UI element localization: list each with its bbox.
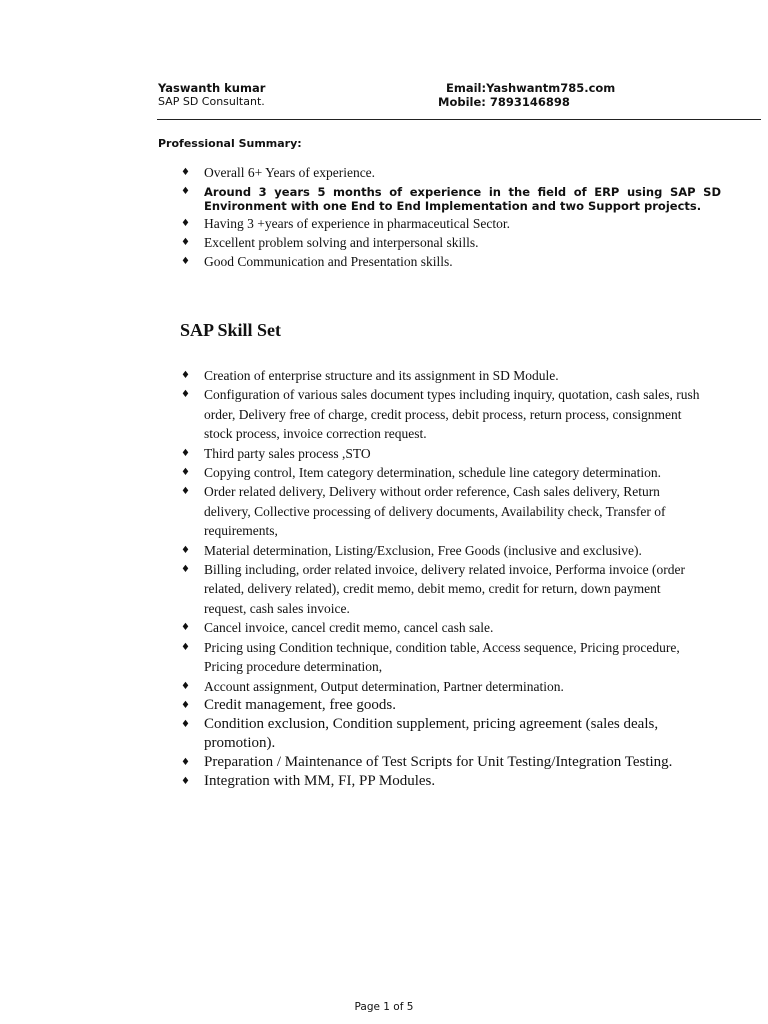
- diamond-bullet-icon: ♦: [181, 467, 190, 479]
- skills-heading: SAP Skill Set: [180, 320, 282, 340]
- diamond-bullet-icon: ♦: [181, 389, 190, 401]
- mobile-line: Mobile: 7893146898: [438, 95, 570, 109]
- diamond-bullet-icon: ♦: [181, 167, 190, 178]
- skill-item: [181, 366, 701, 385]
- candidate-role: SAP SD Consultant.: [158, 95, 265, 108]
- diamond-bullet-icon: ♦: [181, 699, 190, 711]
- skill-item: [181, 444, 701, 463]
- summary-list: [181, 163, 721, 271]
- diamond-bullet-icon: ♦: [181, 718, 190, 730]
- diamond-bullet-icon: ♦: [181, 641, 190, 653]
- summary-item-text: Overall 6+ Years of experience.: [204, 165, 376, 180]
- summary-item: [181, 185, 721, 213]
- skills-list: [181, 366, 701, 791]
- summary-heading: Professional Summary:: [158, 137, 302, 150]
- skill-item-text: Condition exclusion, Condition supplement, pricing agreement (sales deals, promotion).: [204, 715, 659, 751]
- skill-item: [181, 560, 701, 618]
- skill-item-text: Cancel invoice, cancel credit memo, cancel cash sale.: [204, 620, 494, 636]
- skill-item-text: Integration with MM, FI, PP Modules.: [204, 772, 436, 789]
- summary-item-text: Good Communication and Presentation skills.: [204, 254, 453, 269]
- candidate-name: Yaswanth kumar: [158, 81, 266, 95]
- page-number: Page 1 of 5: [354, 1001, 414, 1013]
- summary-item-text: Around 3 years 5 months of experience in the field of ERP using SAP SD Environment with one End to End Implementation and two Support projects.: [204, 185, 721, 213]
- skill-item: [181, 696, 701, 715]
- diamond-bullet-icon: ♦: [181, 775, 190, 787]
- summary-item: [181, 233, 721, 252]
- skill-item-text: Billing including, order related invoice, delivery related invoice, Performa invoice (order related, delivery related), credit memo, debit memo, credit for return, down payment request, cash sales invoice.: [204, 562, 685, 616]
- skill-item-text: Material determination, Listing/Exclusion, Free Goods (inclusive and exclusive).: [204, 542, 642, 558]
- email-line: Email:Yashwantm785.com: [446, 81, 616, 95]
- diamond-bullet-icon: ♦: [181, 756, 190, 768]
- skill-item: [181, 385, 701, 443]
- skill-item-text: Creation of enterprise structure and its assignment in SD Module.: [204, 368, 559, 383]
- skill-item-text: Copying control, Item category determination, schedule line category determination.: [204, 465, 661, 481]
- summary-item: [181, 252, 721, 271]
- skill-item-text: Order related delivery, Delivery without order reference, Cash sales delivery, Return delivery, Collective processing of delivery documents, Availability check, Transfer of requirements,: [204, 484, 666, 539]
- skill-item-text: Configuration of various sales document types including inquiry, quotation, cash sales, rush order, Delivery free of charge, credit process, debit process, return process, consignment stock process, invoice correction request.: [204, 387, 700, 442]
- diamond-bullet-icon: ♦: [181, 486, 190, 498]
- diamond-bullet-icon: ♦: [181, 256, 190, 267]
- skill-item-text: Credit management, free goods.: [204, 696, 397, 713]
- diamond-bullet-icon: ♦: [181, 237, 190, 248]
- summary-item: [181, 163, 721, 182]
- summary-item: [181, 214, 721, 233]
- skill-item-text: Pricing using Condition technique, condition table, Access sequence, Pricing procedure, Pricing procedure determination,: [204, 639, 680, 675]
- skill-item-text: Account assignment, Output determination, Partner determination.: [204, 678, 564, 694]
- skill-item: [181, 753, 701, 772]
- skill-item: [181, 677, 701, 696]
- skill-item-text: Third party sales process ,STO: [204, 445, 371, 461]
- skill-item: [181, 715, 701, 753]
- diamond-bullet-icon: ♦: [181, 218, 190, 229]
- summary-item-text: Excellent problem solving and interpersonal skills.: [204, 235, 479, 250]
- skill-item: [181, 772, 701, 791]
- diamond-bullet-icon: ♦: [181, 564, 190, 576]
- diamond-bullet-icon: ♦: [181, 680, 190, 692]
- skill-item: [181, 638, 701, 677]
- header-divider: [157, 119, 761, 120]
- skill-item: [181, 541, 701, 560]
- diamond-bullet-icon: ♦: [181, 622, 190, 634]
- skill-item: [181, 618, 701, 637]
- diamond-bullet-icon: ♦: [181, 544, 190, 556]
- diamond-bullet-icon: ♦: [181, 447, 190, 459]
- summary-item-text: Having 3 +years of experience in pharmaceutical Sector.: [204, 216, 510, 231]
- skill-item: [181, 463, 701, 482]
- skill-item: [181, 482, 701, 540]
- skill-item-text: Preparation / Maintenance of Test Scripts for Unit Testing/Integration Testing.: [204, 753, 673, 770]
- diamond-bullet-icon: ♦: [181, 186, 190, 197]
- diamond-bullet-icon: ♦: [181, 370, 190, 381]
